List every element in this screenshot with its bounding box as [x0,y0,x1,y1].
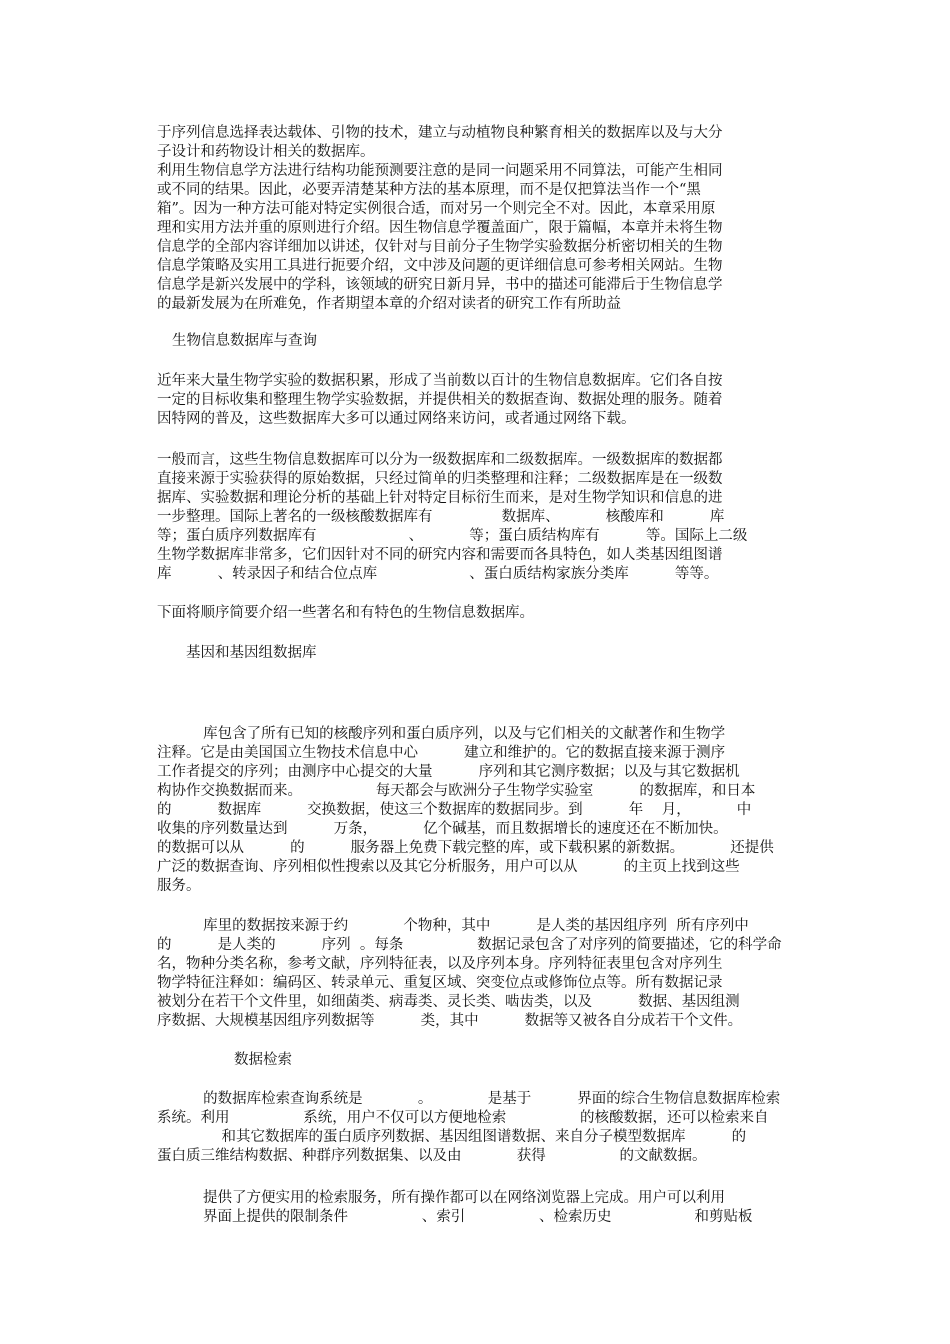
text-line: 的数据库检索查询系统是 。 是基于 界面的综合生物信息数据库检索 [157,1091,781,1107]
text-line: 工作者提交的序列；由测序中心提交的大量 序列和其它测序数据；以及与其它数据机 [157,764,740,780]
paragraph-intro-list: 下面将顺序简要介绍一些著名和有特色的生物信息数据库。 [157,605,534,621]
text-line: 的 数据库 交换数据，使这三个数据库的数据同步。到 年 月， 中 [157,802,752,818]
text-line: 广泛的数据查询、序列相似性搜索以及其它分析服务，用户可以从 的主页上找到这些 [157,859,740,875]
text-line: 注释。它是由美国国立生物技术信息中心 建立和维护的。它的数据直接来源于测序 [157,745,726,761]
paragraph-genbank-description [157,725,774,896]
text-line: 的数据可以从 的 服务器上免费下载完整的库，或下载积累的新数据。 还提供 [157,840,774,856]
text-line: 一般而言，这些生物信息数据库可以分为一级数据库和二级数据库。一级数据库的数据都 [157,452,723,468]
paragraph-database-classification [157,451,747,584]
section-heading-bio-databases: 生物信息数据库与查询 [172,333,317,349]
section-heading-data-retrieval: 数据检索 [234,1052,292,1068]
text-line: 服务。 [157,878,201,894]
text-line: 的最新发展为在所难免，作者期望本章的介绍对读者的研究工作有所助益 [157,296,621,312]
text-line: 名，物种分类名称，参考文献，序列特征表，以及序列本身。序列特征表里包含对序列生 [157,956,723,972]
text-line: 一定的目标收集和整理生物学实验数据，并提供相关的数据查询、数据处理的服务。随着 [157,392,723,408]
text-line: 利用生物信息学方法进行结构功能预测要注意的是同一问题采用不同算法，可能产生相同 [157,163,723,179]
text-line: 库包含了所有已知的核酸序列和蛋白质序列，以及与它们相关的文献著作和生物学 [157,726,726,742]
text-line: 的 是人类的 序列 。每条 数据记录包含了对序列的简要描述，它的科学命 [157,937,782,953]
text-line: 信息学是新兴发展中的学科，该领域的研究日新月异，书中的描述可能滞后于生物信息学 [157,277,723,293]
section-heading-gene-databases: 基因和基因组数据库 [186,645,317,661]
paragraph-database-overview [157,372,723,429]
intro-paragraph [157,124,723,314]
text-line: 一步整理。国际上著名的一级核酸数据库有 数据库、 核酸库和 库 [157,509,725,525]
text-line: 被划分在若干个文件里，如细菌类、病毒类、灵长类、啮齿类，以及 数据、基因组测 [157,994,740,1010]
text-line: 和其它数据库的蛋白质序列数据、基因组图谱数据、来自分子模型数据库 的 [157,1129,747,1145]
text-line: 信息学策略及实用工具进行扼要介绍，文中涉及问题的更详细信息可参考相关网站。生物 [157,258,723,274]
text-line: 理和实用方法并重的原则进行介绍。因生物信息学覆盖面广，限于篇幅，本章并未将生物 [157,220,723,236]
text-line: 生物学数据库非常多，它们因针对不同的研究内容和需要而各具特色，如人类基因组图谱 [157,547,723,563]
text-line: 库里的数据按来源于约 个物种，其中 是人类的基因组序列 所有序列中 [157,918,749,934]
text-line: 因特网的普及，这些数据库大多可以通过网络来访问，或者通过网络下载。 [157,411,636,427]
text-line: 提供了方便实用的检索服务，所有操作都可以在网络浏览器上完成。用户可以利用 [203,1190,725,1206]
text-line: 界面上提供的限制条件 、索引 、检索历史 和剪贴板 [203,1209,753,1225]
text-line: 物学特征注释如：编码区、转录单元、重复区域、突变位点或修饰位点等。所有数据记录 [157,975,723,991]
text-line: 构协作交换数据而来。 每天都会与欧洲分子生物学实验室 的数据库，和日本 [157,783,756,799]
text-line: 箱”。因为一种方法可能对特定实例很合适，而对另一个则完全不对。因此，本章采用原 [157,201,716,217]
text-line: 近年来大量生物学实验的数据积累，形成了当前数以百计的生物信息数据库。它们各自按 [157,373,723,389]
text-line: 信息学的全部内容详细加以讲述，仅针对与目前分子生物学实验数据分析密切相关的生物 [157,239,723,255]
text-line: 序数据、大规模基因组序列数据等 类，其中 数据等又被各自分成若干个文件。 [157,1013,743,1029]
text-line: 据库、实验数据和理论分析的基础上针对特定目标衍生而来，是对生物学知识和信息的进 [157,490,723,506]
text-line: 收集的序列数量达到 万条， 亿个碱基，而且数据增长的速度还在不断加快。 [157,821,728,837]
paragraph-genbank-records [157,917,782,1031]
text-line: 库 、转录因子和结合位点库 、蛋白质结构家族分类库 等等。 [157,566,719,582]
text-line: 于序列信息选择表达载体、引物的技术，建立与动植物良种繁育相关的数据库以及与大分 [157,125,723,141]
text-line: 等；蛋白质序列数据库有 、 等；蛋白质结构库有 等。国际上二级 [157,528,748,544]
text-line: 子设计和药物设计相关的数据库。 [157,144,375,160]
paragraph-retrieval-service [203,1189,752,1227]
paragraph-entrez-system [157,1090,780,1166]
text-line: 系统。利用 系统，用户不仅可以方便地检索 的核酸数据，还可以检索来自 [157,1110,769,1126]
text-line: 直接来源于实验获得的原始数据，只经过简单的归类整理和注释；二级数据库是在一级数 [157,471,723,487]
text-line: 蛋白质三维结构数据、种群序列数据集、以及由 获得 的文献数据。 [157,1148,707,1164]
text-line: 或不同的结果。因此，必要弄清楚某种方法的基本原理，而不是仅把算法当作一个“黑 [157,182,701,198]
